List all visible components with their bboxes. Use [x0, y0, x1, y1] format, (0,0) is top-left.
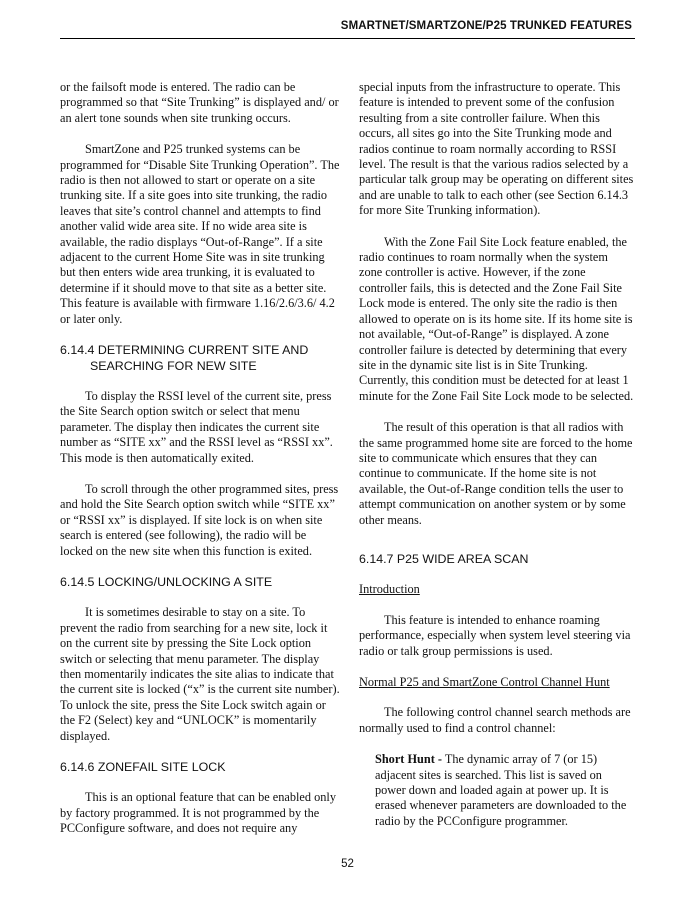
section-heading-6-14-6: 6.14.6 ZONEFAIL SITE LOCK — [60, 760, 226, 775]
paragraph: To scroll through the other programmed sites, press and hold the Site Search option switch while “SITE xx” or “RSSI xx” is displayed. If site lock is on when site search is entered (see following), the radio will be locked on the new site when this function is exited. — [60, 481, 339, 558]
paragraph: To display the RSSI level of the current site, press the Site Search option switch or select that menu parameter. The display then indicates the current site number as “SITE xx” and the RSSI level as “RSSI xx”. This mode is then automatically exited. — [60, 388, 333, 465]
header-rule — [60, 38, 635, 39]
subheading-introduction: Introduction — [359, 582, 420, 597]
paragraph: It is sometimes desirable to stay on a site. To prevent the radio from searching for a new site, lock it on the current site by pressing the Site Lock option switch or selecting that menu parameter. The display then momentarily indicates the site alias to indicate that the current site is locked (“x” is the current site number). To unlock the site, press the Site Lock switch again or the F2 (Select) key and “UNLOCK” is momentarily displayed. — [60, 605, 340, 743]
heading-line: SEARCHING FOR NEW SITE — [90, 358, 257, 373]
heading-line: 6.14.4 DETERMINING CURRENT SITE AND — [60, 343, 309, 358]
subheading-control-channel-hunt: Normal P25 and SmartZone Control Channel Hunt — [359, 675, 610, 689]
page-number: 52 — [341, 858, 354, 870]
short-hunt-item — [359, 752, 634, 829]
paragraph: The result of this operation is that all radios with the same programmed home site are forced to the home site to communicate which ensures that they can continue to communicate. If the home site is not available, the Out-of-Range condition tells the user to attempt communication on another system or by some other means. — [359, 420, 633, 527]
section-heading-6-14-7: 6.14.7 P25 WIDE AREA SCAN — [359, 551, 529, 566]
short-hunt-text: The dynamic array of 7 (or 15) adjacent sites is searched. This list is saved on power down and loaded again at power up. It is erased whenever parameters are downloaded to the radio by the PCConfigure programmer. — [375, 752, 627, 828]
paragraph: special inputs from the infrastructure to operate. This feature is intended to prevent some of the confusion resulting from a site controller failure. When this occurs, all sites go into the Site Trunking mode and radios continue to roam normally according to RSSI level. The result is that the various radios selected by a particular talk group may be operating on different sites and are unable to talk to each other (see Section 6.14.3 for more Site Trunking information). — [359, 80, 634, 218]
running-header: SMARTNET/SMARTZONE/P25 TRUNKED FEATURES — [340, 20, 632, 32]
paragraph: The following control channel search methods are normally used to find a control channel: — [359, 705, 631, 735]
right-column — [359, 80, 634, 845]
paragraph: With the Zone Fail Site Lock feature enabled, the radio continues to roam normally when the system zone controller is active. However, if the zone controller fails, this is detected and the Zone Fail Site Lock mode is entered. The only site the radio is then allowed to operate on is its home site. If its home site is not available, “Out-of-Range” is displayed. A zone controller failure is detected by determining that every site in the dynamic site list is in Site Trunking. Currently, this condition must be detected for at least 1 minute for the Zone Fail Site Lock mode to be selected. — [359, 234, 634, 403]
section-heading-6-14-5: 6.14.5 LOCKING/UNLOCKING A SITE — [60, 574, 273, 589]
left-column — [60, 80, 340, 853]
paragraph: SmartZone and P25 trunked systems can be programmed for “Disable Site Trunking Operation”. The radio is then not allowed to start or operate on a site trunking site. If a site goes into site trunking, the radio leaves that site’s control channel and attempts to find another valid wide area site. If no wide area site is available, the radio displays “Out-of-Range”. If a site adjacent to the current Home Site was in site trunking but then enters wide area trunking, it is evaluated to determine if it should move to that site as a better site. This feature is available with firmware 1.16/2.6/3.6/ 4.2 or later only. — [60, 142, 340, 326]
spacer — [359, 544, 634, 552]
short-hunt-label: Short Hunt - — [375, 752, 442, 767]
paragraph: This is an optional feature that can be enabled only by factory programmed. It is not programmed by the PCConfigure software, and does not require any — [60, 790, 336, 836]
paragraph: This feature is intended to enhance roaming performance, especially when system level steering via radio or talk group permissions is used. — [359, 612, 631, 658]
section-heading-6-14-4 — [60, 343, 340, 374]
paragraph: or the failsoft mode is entered. The radio can be programmed so that “Site Trunking” is displayed and/ or an alert tone sounds when site trunking occurs. — [60, 80, 339, 125]
